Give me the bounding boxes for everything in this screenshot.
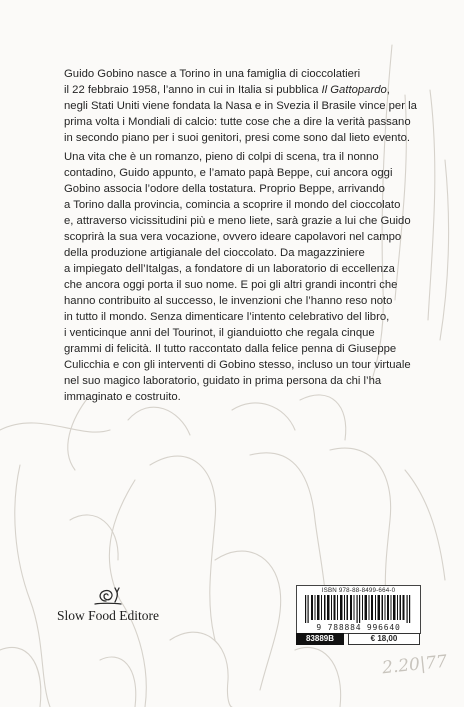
blurb-line: che ancora oggi porta il suo nome. E poi gli altri grandi incontri che bbox=[64, 279, 398, 291]
publisher-name: Slow Food Editore bbox=[56, 608, 159, 623]
blurb-line: e, attraverso vicissitudini più e meno liete, sarà grazie a lui che Guido bbox=[64, 215, 411, 227]
barcode-bars bbox=[303, 595, 414, 623]
blurb-line: grammi di felicità. Il tutto raccontato dalla felice penna di Giuseppe bbox=[64, 343, 397, 355]
blurb-line: Culicchia e con gli interventi di Gobino stesso, incluso un tour virtuale bbox=[64, 359, 411, 371]
blurb-line: immaginato e costruito. bbox=[64, 391, 181, 403]
blurb-line: scoprirà la sua vera vocazione, ovvero ideare capolavori nel campo bbox=[64, 231, 402, 243]
blurb-line bbox=[64, 82, 400, 98]
barcode-label bbox=[296, 585, 421, 634]
handwritten-note: 2.20|77 bbox=[381, 651, 449, 679]
isbn-text: ISBN 978-88-8499-664-0 bbox=[321, 587, 396, 594]
blurb-line: a impiegato dell’Italgas, a fondatore di un laboratorio di eccellenza bbox=[64, 263, 395, 275]
blurb-text: il 22 febbraio 1958, l’anno in cui in Italia si pubblica bbox=[64, 84, 322, 96]
book-title-italic: Il Gattopardo bbox=[321, 84, 387, 96]
blurb-line: negli Stati Uniti viene fondata la Nasa e in Svezia il Brasile vince per la bbox=[64, 100, 417, 112]
blurb-line: Guido Gobino nasce a Torino in una famiglia di cioccolatieri bbox=[64, 68, 361, 80]
blurb-line: Gobino associa l’odore della tostatura. Proprio Beppe, arrivando bbox=[64, 183, 385, 195]
blurb-line: prima volta i Mondiali di calcio: tutte cose che a dire la verità passano bbox=[64, 116, 411, 128]
price-label: € 18,00 bbox=[348, 633, 420, 645]
blurb-line: della produzione artigianale del cioccolato. Da magazziniere bbox=[64, 247, 365, 259]
blurb-line: contadino, Guido appunto, e l’amato papà Beppe, cui ancora oggi bbox=[64, 167, 393, 179]
blurb-paragraph-1 bbox=[64, 66, 417, 146]
blurb-text: , bbox=[386, 84, 390, 96]
blurb-line: nel suo magico laboratorio, guidato in prima persona da chi l’ha bbox=[64, 375, 382, 387]
snail-icon bbox=[91, 585, 125, 607]
blurb-line: hanno contribuito al successo, le invenzioni che l’hanno reso noto bbox=[64, 295, 393, 307]
blurb-line: i venticinque anni del Tourinot, il gianduiotto che regala cinque bbox=[64, 327, 375, 339]
blurb-line: a Torino dalla provincia, comincia a scoprire il mondo del cioccolato bbox=[64, 199, 401, 211]
blurb-line: Una vita che è un romanzo, pieno di colpi di scena, tra il nonno bbox=[64, 151, 379, 163]
blurb-paragraph-2 bbox=[64, 149, 411, 405]
publisher-logo bbox=[38, 585, 178, 624]
blurb-line: in tutto il mondo. Senza dimenticare l’intento celebrativo del libro, bbox=[64, 311, 390, 323]
ean-digits: 9 788884 996640 bbox=[316, 623, 401, 632]
product-code: 83889B bbox=[296, 633, 344, 645]
blurb-line: in secondo piano per i suoi genitori, presi come sono dal lieto evento. bbox=[64, 132, 411, 144]
